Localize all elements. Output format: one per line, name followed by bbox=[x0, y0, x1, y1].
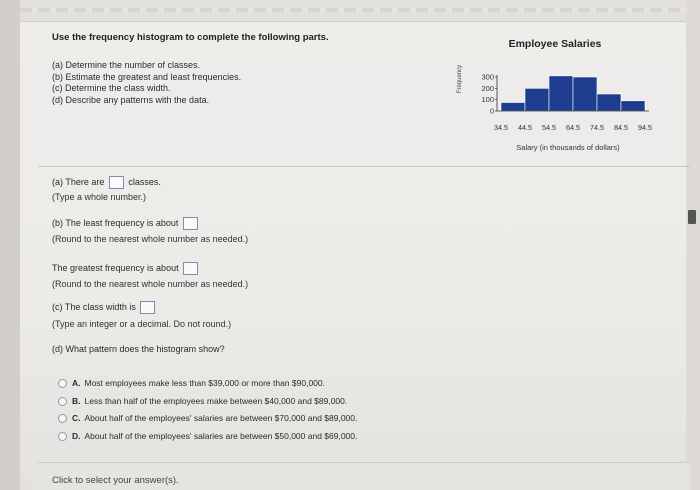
part-b: (b) Estimate the greatest and least frequencies. bbox=[52, 71, 242, 82]
top-bar bbox=[20, 0, 690, 22]
x-tick-label: 64.5 bbox=[566, 123, 580, 132]
x-tick-label: 34.5 bbox=[494, 123, 508, 132]
choice-letter: D. bbox=[72, 430, 81, 441]
radio-icon[interactable] bbox=[58, 414, 67, 423]
y-tick-label: 0 bbox=[489, 106, 494, 116]
answer-b-least-hint: (Round to the nearest whole number as needed.) bbox=[52, 234, 249, 244]
radio-icon[interactable] bbox=[58, 397, 67, 406]
answer-b-greatest-row bbox=[52, 262, 200, 275]
answer-c-label: (c) The class width is bbox=[52, 302, 136, 312]
radio-icon[interactable] bbox=[58, 432, 67, 441]
choice-letter: C. bbox=[72, 413, 81, 423]
answer-a-row bbox=[52, 176, 161, 189]
part-a: (a) Determine the number of classes. bbox=[52, 60, 201, 70]
part-d: (d) Describe any patterns with the data. bbox=[52, 94, 210, 105]
answer-choices bbox=[58, 375, 357, 445]
choice-letter: B. bbox=[72, 395, 81, 406]
question-parts bbox=[52, 60, 241, 106]
histogram-bar bbox=[549, 76, 573, 111]
scroll-tab[interactable] bbox=[688, 210, 696, 224]
x-tick-label: 44.5 bbox=[518, 123, 532, 132]
choice-a[interactable] bbox=[58, 375, 357, 393]
divider bbox=[38, 166, 690, 167]
choice-text: Most employees make less than $39,000 or more than $90,000. bbox=[84, 378, 326, 388]
chart-title: Employee Salaries bbox=[508, 38, 602, 50]
class-width-input[interactable] bbox=[140, 301, 155, 314]
histogram-chart bbox=[455, 65, 675, 145]
right-edge bbox=[686, 0, 700, 490]
answer-c-hint: (Type an integer or a decimal. Do not round.) bbox=[52, 319, 232, 329]
choice-text: About half of the employees' salaries are between $50,000 and $69,000. bbox=[84, 430, 358, 441]
histogram-bar bbox=[573, 77, 597, 111]
footer-status: Click to select your answer(s). bbox=[52, 475, 179, 486]
classes-input[interactable] bbox=[109, 176, 124, 189]
radio-icon[interactable] bbox=[58, 379, 67, 388]
answer-c-row bbox=[52, 301, 157, 314]
x-tick-label: 84.5 bbox=[614, 123, 628, 132]
y-axis-label: Frequency bbox=[457, 64, 463, 94]
histogram-bar bbox=[621, 101, 645, 111]
histogram-bar bbox=[525, 88, 549, 111]
greatest-frequency-input[interactable] bbox=[183, 262, 198, 275]
part-c: (c) Determine the class width. bbox=[52, 83, 171, 93]
answer-b-least-label: (b) The least frequency is about bbox=[52, 218, 179, 228]
y-tick-label: 200 bbox=[481, 83, 494, 93]
histogram-bar bbox=[501, 103, 525, 112]
choice-letter: A. bbox=[72, 378, 81, 388]
y-tick-label: 300 bbox=[481, 72, 494, 82]
answer-b-least-row bbox=[52, 217, 200, 230]
answer-b-greatest-label: The greatest frequency is about bbox=[52, 263, 179, 273]
y-tick-label: 100 bbox=[481, 95, 494, 105]
instructions: Use the frequency histogram to complete the following parts. bbox=[52, 32, 329, 43]
choice-c[interactable] bbox=[58, 410, 357, 428]
choice-b[interactable] bbox=[58, 393, 357, 411]
answer-a-suffix: classes. bbox=[128, 177, 161, 187]
answer-b-greatest-hint: (Round to the nearest whole number as needed.) bbox=[52, 279, 249, 289]
x-tick-label: 74.5 bbox=[590, 123, 604, 132]
choice-text: Less than half of the employees make between $40,000 and $89,000. bbox=[84, 395, 348, 406]
answer-d-question: (d) What pattern does the histogram show? bbox=[52, 344, 225, 354]
left-edge bbox=[0, 0, 20, 490]
answer-a-hint: (Type a whole number.) bbox=[52, 192, 147, 202]
footer-bar bbox=[38, 462, 690, 490]
histogram-bar bbox=[597, 94, 621, 111]
choice-text: About half of the employees' salaries are between $70,000 and $89,000. bbox=[84, 413, 358, 423]
x-tick-label: 94.5 bbox=[638, 123, 652, 132]
least-frequency-input[interactable] bbox=[183, 217, 198, 230]
answer-a-prefix: (a) There are bbox=[52, 177, 105, 187]
x-tick-label: 54.5 bbox=[542, 123, 556, 132]
x-axis-label: Salary (in thousands of dollars) bbox=[516, 143, 620, 152]
choice-d[interactable] bbox=[58, 428, 357, 446]
